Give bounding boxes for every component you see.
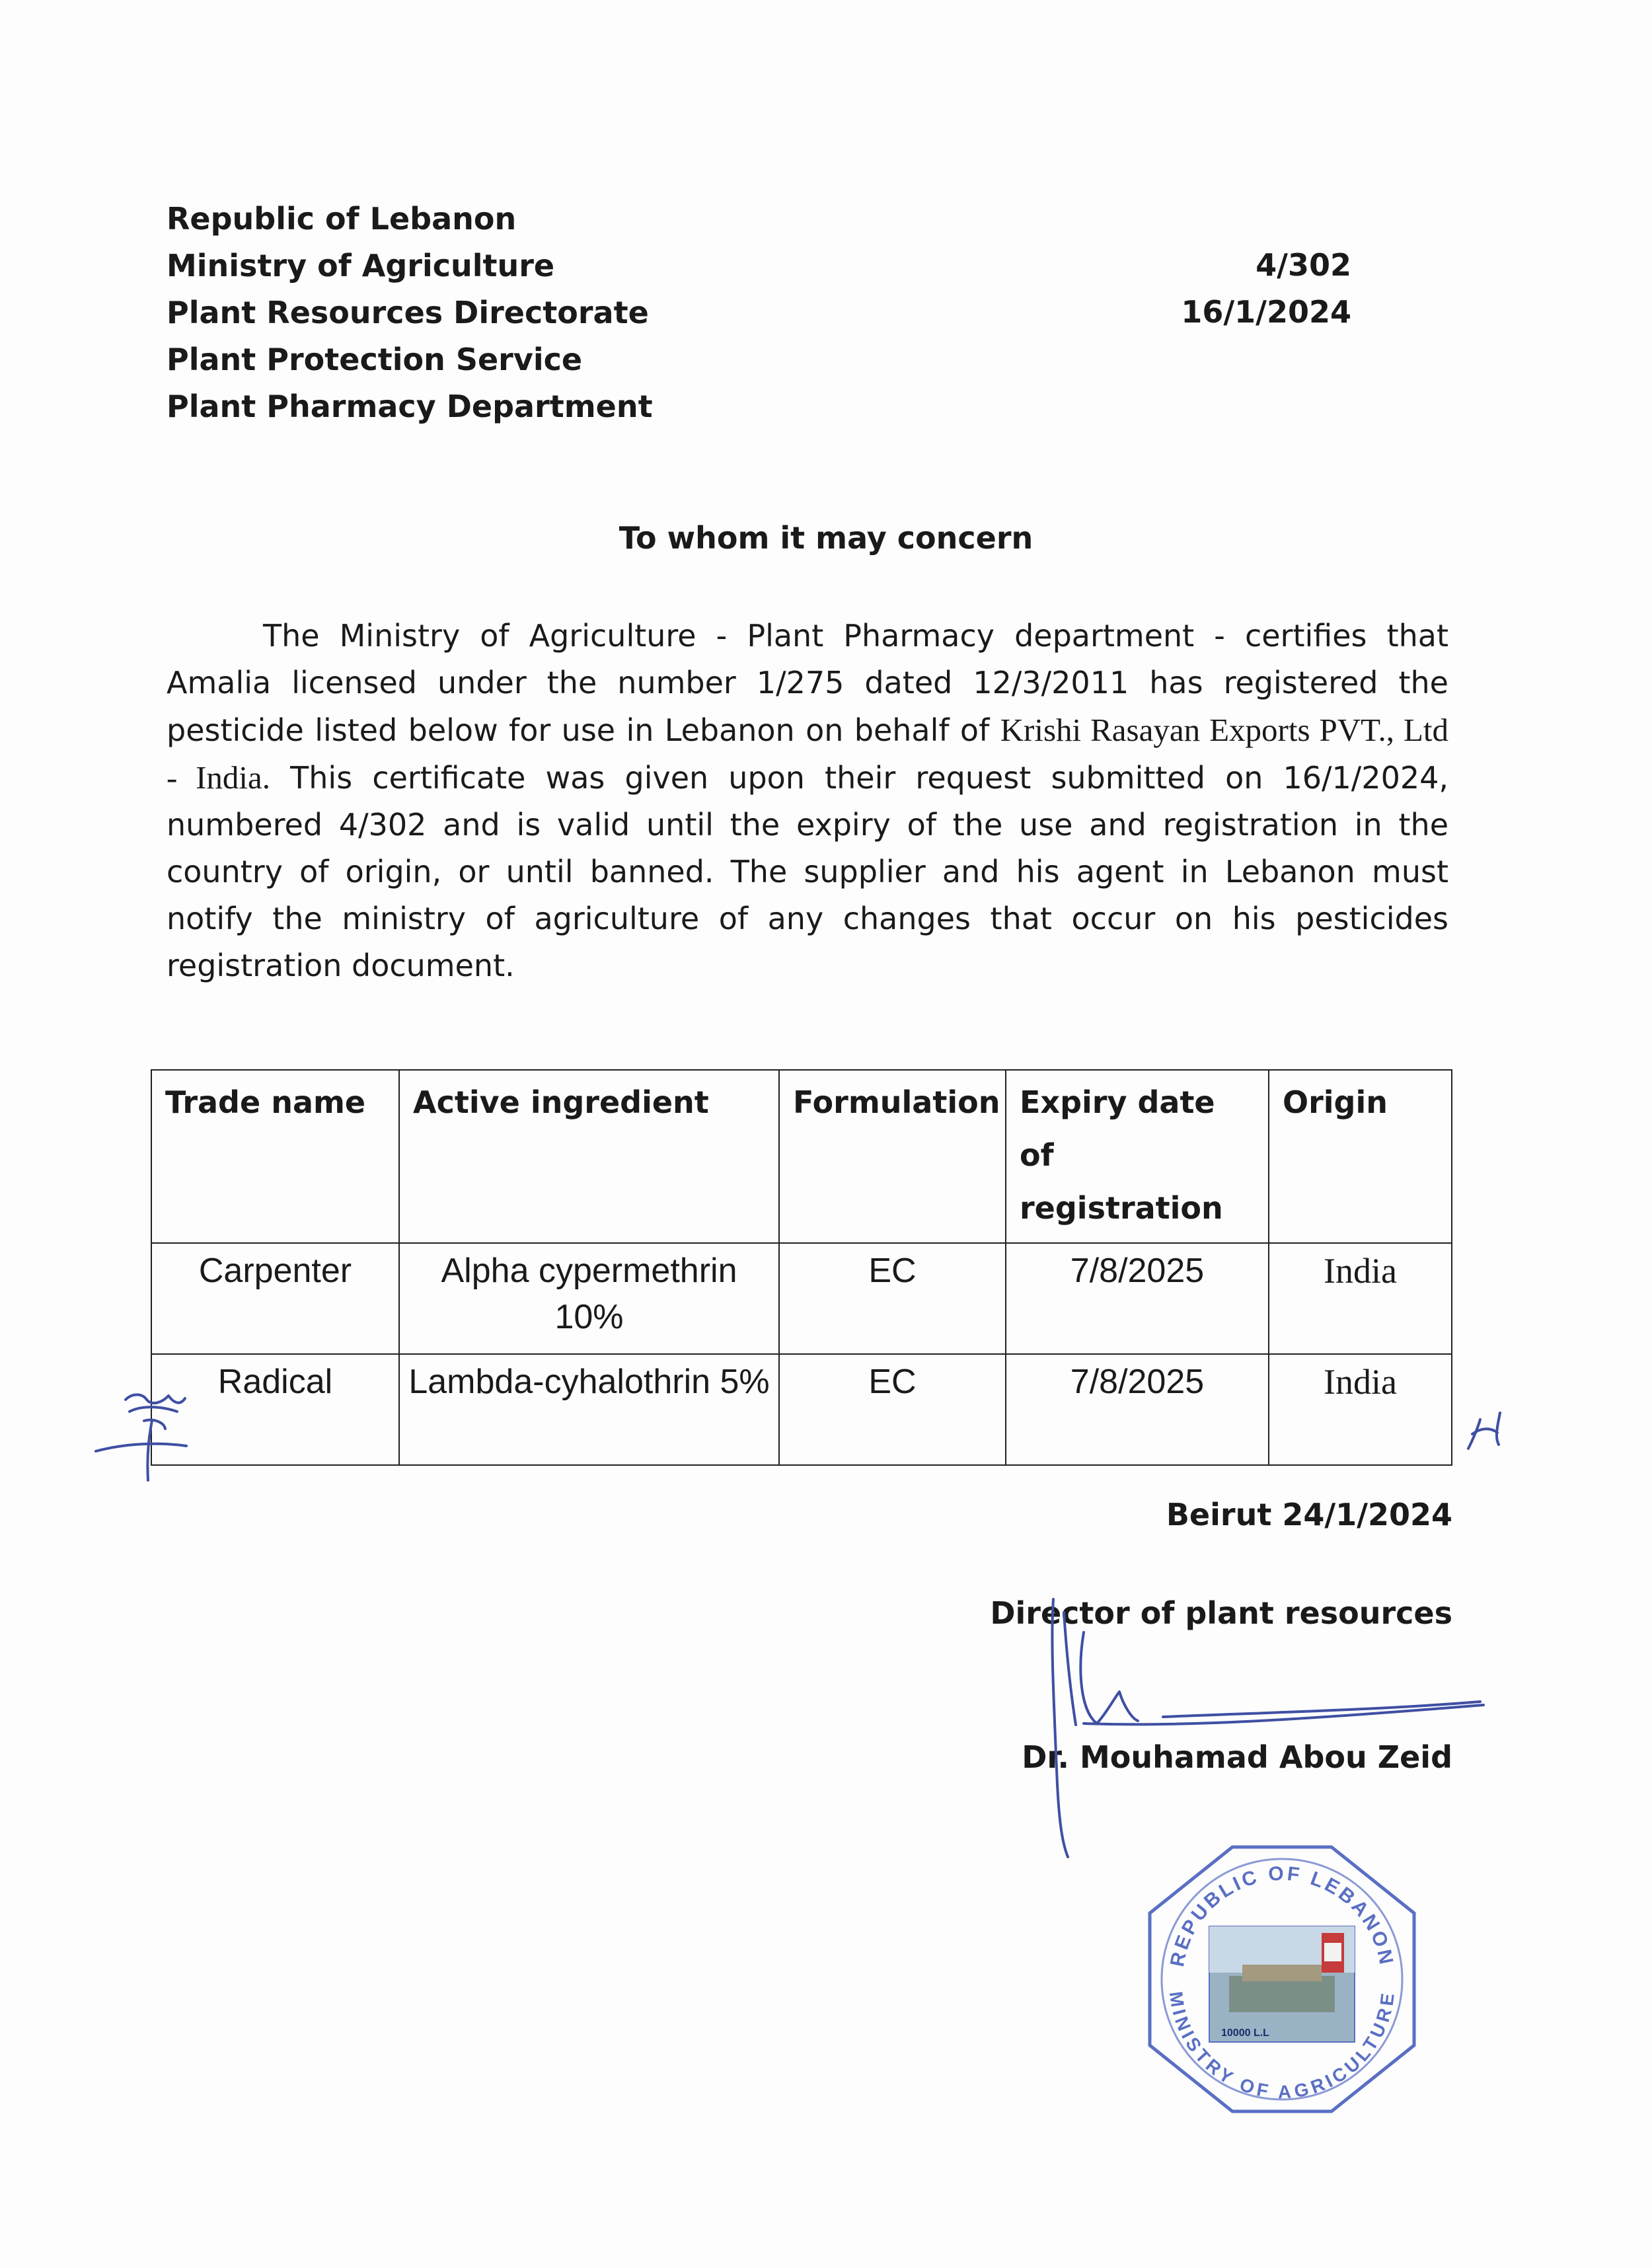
signer-name: Dr. Mouhamad Abou Zeid (1022, 1739, 1452, 1775)
left-initial-mark (96, 1395, 186, 1481)
cell-expiry: 7/8/2025 (1006, 1243, 1269, 1354)
cell-active-ingredient: Lambda-cyhalothrin 5% (399, 1354, 779, 1465)
letterhead-line: Ministry of Agriculture (167, 248, 555, 284)
letterhead-line: Plant Protection Service (167, 342, 583, 377)
signer-role: Director of plant resources (990, 1595, 1452, 1631)
fiscal-value: 10000 L.L (1221, 2027, 1269, 2039)
stamp-top-text: REPUBLIC OF LEBANON (1166, 1862, 1398, 1969)
column-header-origin: Origin (1269, 1070, 1452, 1243)
cell-trade-name: Carpenter (151, 1243, 399, 1354)
place-and-date: Beirut 24/1/2024 (1166, 1497, 1452, 1532)
column-header-active-ingredient: Active ingredient (399, 1070, 779, 1243)
fiscal-stamp (1209, 1926, 1355, 2042)
column-header-expiry: Expiry date of registration (1006, 1070, 1269, 1243)
column-header-formulation: Formulation (779, 1070, 1006, 1243)
reference-date: 16/1/2024 (1181, 294, 1351, 330)
letterhead-line: Republic of Lebanon (167, 201, 517, 237)
letterhead-line: Plant Pharmacy Department (167, 389, 653, 424)
cell-expiry: 7/8/2025 (1006, 1354, 1269, 1465)
document-title: To whom it may concern (619, 520, 1033, 556)
right-initial-mark (1468, 1413, 1500, 1449)
column-header-trade-name: Trade name (151, 1070, 399, 1243)
body-text-part1: The Ministry of Agriculture - Plant Pharmacy department - certifies that Amalia licensed under the number 1/275 dated 12/3/2011 has registered the pesticide listed below for use in Lebanon on behalf of (167, 618, 1448, 748)
cell-formulation: EC (779, 1243, 1006, 1354)
body-text-part2: This certificate was given upon their request submitted on 16/1/2024, numbered 4/302 and is valid until the expiry of the use and registration in the country of origin, or until banned. The supplier and his agent in Lebanon must notify the ministry of agriculture of any changes that occur on his pesticides registration document. (167, 760, 1448, 983)
letterhead-line: Plant Resources Directorate (167, 295, 649, 330)
company-name: Krishi Rasayan Exports PVT., Ltd - India. (167, 712, 1448, 796)
cell-active-ingredient: Alpha cypermethrin 10% (399, 1243, 779, 1354)
ministry-stamp (1137, 1834, 1427, 2125)
cell-origin: India (1269, 1243, 1452, 1354)
reference-number: 4/302 (1256, 247, 1351, 283)
stamp-bottom-text: MINISTRY OF AGRICULTURE (1165, 1990, 1399, 2103)
director-signature (1052, 1599, 1483, 1857)
cell-formulation: EC (779, 1354, 1006, 1465)
cell-trade-name: Radical (151, 1354, 399, 1465)
cell-origin: India (1269, 1354, 1452, 1465)
